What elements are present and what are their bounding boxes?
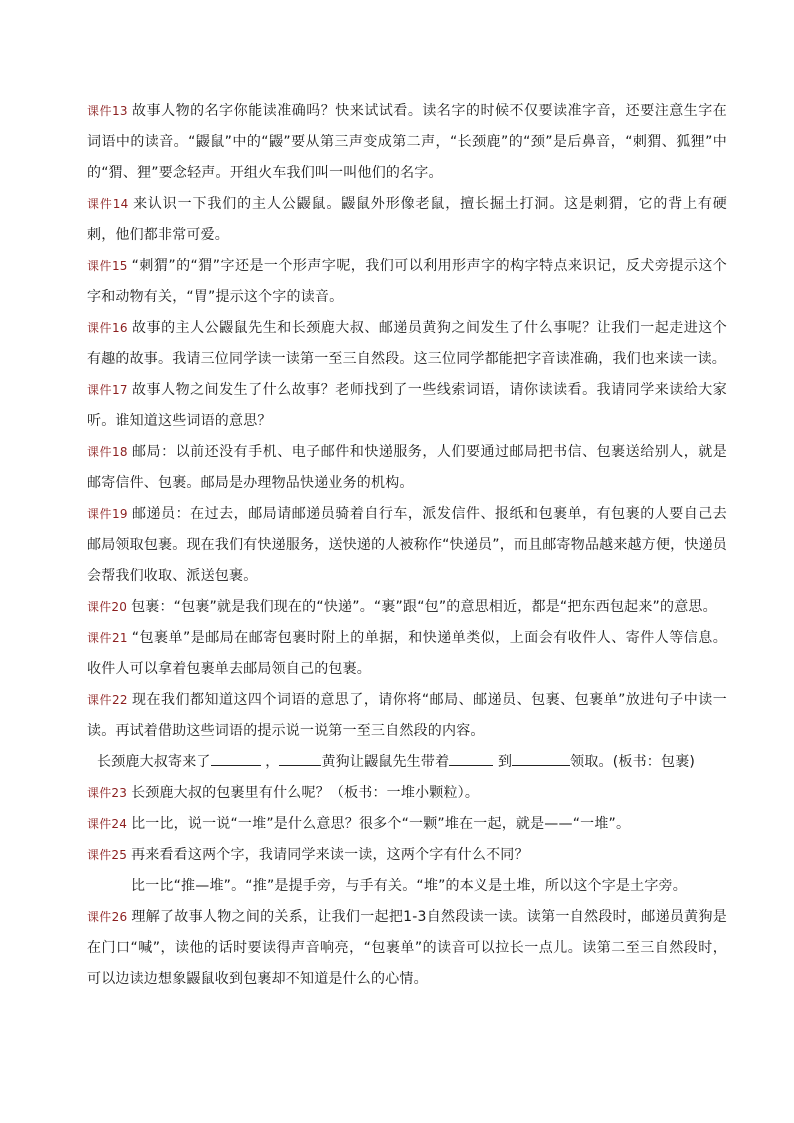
document-content <box>87 96 727 995</box>
paragraph-courseware-22 <box>87 685 727 747</box>
courseware-label: 课件25 <box>87 848 128 862</box>
paragraph-text: 故事人物的名字你能读准确吗？快来试试看。读名字的时候不仅要读准字音，还要注意生字在词语中的读音。“鼹鼠”中的“鼹”要从第三声变成第二声，“长颈鹿”的“颈”是后鼻音，“刺猬、狐狸”中的“猬、狸”要念轻声。开组火车我们叫一叫他们的名字。 <box>87 103 727 181</box>
fill-blank <box>512 751 570 766</box>
fill-in-sentence <box>87 747 727 778</box>
paragraph-text: 故事的主人公鼹鼠先生和长颈鹿大叔、邮递员黄狗之间发生了什么事呢？让我们一起走进这个有趣的故事。我请三位同学读一读第一至三自然段。这三位同学都能把字音读准确，我们也来读一读。 <box>87 320 727 367</box>
paragraph-courseware-16 <box>87 313 727 375</box>
fill-text-5: 领取。(板书：包裹) <box>570 754 696 770</box>
paragraph-courseware-20 <box>87 592 727 623</box>
compare-text: 比一比“推—堆”。“推”是提手旁，与手有关。“堆”的本义是土堆，所以这个字是土字旁。 <box>131 878 687 894</box>
fill-blank <box>211 751 261 766</box>
paragraph-text: 比一比，说一说“一堆”是什么意思？很多个“一颗”堆在一起，就是——“一堆”。 <box>131 816 631 832</box>
courseware-label: 课件26 <box>87 910 128 924</box>
compare-paragraph <box>87 871 727 902</box>
courseware-label: 课件22 <box>87 693 128 707</box>
paragraph-text: 包裹：“包裹”就是我们现在的“快递”。“裹”跟“包”的意思相近，都是“把东西包起来”的意思。 <box>131 599 717 615</box>
paragraph-courseware-23 <box>87 778 727 809</box>
courseware-label: 课件24 <box>87 817 128 831</box>
paragraph-text: 再来看看这两个字，我请同学来读一读，这两个字有什么不同？ <box>131 847 529 863</box>
courseware-label: 课件15 <box>87 259 128 273</box>
paragraph-courseware-25 <box>87 840 727 871</box>
paragraph-courseware-13 <box>87 96 727 189</box>
courseware-label: 课件23 <box>87 786 128 800</box>
fill-blank <box>279 751 321 766</box>
fill-blank <box>449 751 493 766</box>
paragraph-courseware-14 <box>87 189 727 251</box>
fill-text-4: 到 <box>497 754 513 770</box>
fill-text-2: ， <box>265 754 280 770</box>
paragraph-text: “刺猬”的“猬”字还是一个形声字呢，我们可以利用形声字的构字特点来识记，反犬旁提示这个字和动物有关，“胃”提示这个字的读音。 <box>87 258 728 305</box>
paragraph-courseware-15 <box>87 251 727 313</box>
paragraph-text: 理解了故事人物之间的关系，让我们一起把1-3自然段读一读。读第一自然段时，邮递员黄狗是在门口“喊”，读他的话时要读得声音响亮，“包裹单”的读音可以拉长一点儿。读第二至三自然段时，可以边读边想象鼹鼠收到包裹却不知道是什么的心情。 <box>87 909 727 987</box>
paragraph-text: 来认识一下我们的主人公鼹鼠。鼹鼠外形像老鼠，擅长掘土打洞。这是刺猬，它的背上有硬刺，他们都非常可爱。 <box>87 196 727 243</box>
fill-text-3: 黄狗让鼹鼠先生带着 <box>321 754 450 770</box>
courseware-label: 课件17 <box>87 383 128 397</box>
courseware-label: 课件16 <box>87 321 128 335</box>
paragraph-courseware-18 <box>87 437 727 499</box>
courseware-label: 课件19 <box>87 507 128 521</box>
paragraph-courseware-26 <box>87 902 727 995</box>
courseware-label: 课件20 <box>87 600 128 614</box>
paragraph-text: 故事人物之间发生了什么故事？老师找到了一些线索词语，请你读读看。我请同学来读给大家听。谁知道这些词语的意思？ <box>87 382 727 429</box>
paragraph-text: 邮递员：在过去，邮局请邮递员骑着自行车，派发信件、报纸和包裹单，有包裹的人要自己去邮局领取包裹。现在我们有快递服务，送快递的人被称作“快递员”，而且邮寄物品越来越方便，快递员会帮我们收取、派送包裹。 <box>87 506 727 584</box>
paragraph-text: “包裹单”是邮局在邮寄包裹时附上的单据，和快递单类似，上面会有收件人、寄件人等信息。收件人可以拿着包裹单去邮局领自己的包裹。 <box>87 630 728 677</box>
paragraph-text: 现在我们都知道这四个词语的意思了，请你将“邮局、邮递员、包裹、包裹单”放进句子中读一读。再试着借助这些词语的提示说一说第一至三自然段的内容。 <box>87 692 727 739</box>
courseware-label: 课件18 <box>87 445 128 459</box>
courseware-label: 课件14 <box>87 197 129 211</box>
paragraph-courseware-21 <box>87 623 727 685</box>
paragraph-courseware-24 <box>87 809 727 840</box>
paragraph-text: 邮局：以前还没有手机、电子邮件和快递服务，人们要通过邮局把书信、包裹送给别人，就是邮寄信件、包裹。邮局是办理物品快递业务的机构。 <box>87 444 727 491</box>
paragraph-courseware-17 <box>87 375 727 437</box>
paragraph-courseware-19 <box>87 499 727 592</box>
courseware-label: 课件13 <box>87 104 128 118</box>
fill-text-1: 长颈鹿大叔寄来了 <box>97 754 211 770</box>
paragraph-text: 长颈鹿大叔的包裹里有什么呢？（板书：一堆小颗粒）。 <box>131 785 480 801</box>
courseware-label: 课件21 <box>87 631 128 645</box>
